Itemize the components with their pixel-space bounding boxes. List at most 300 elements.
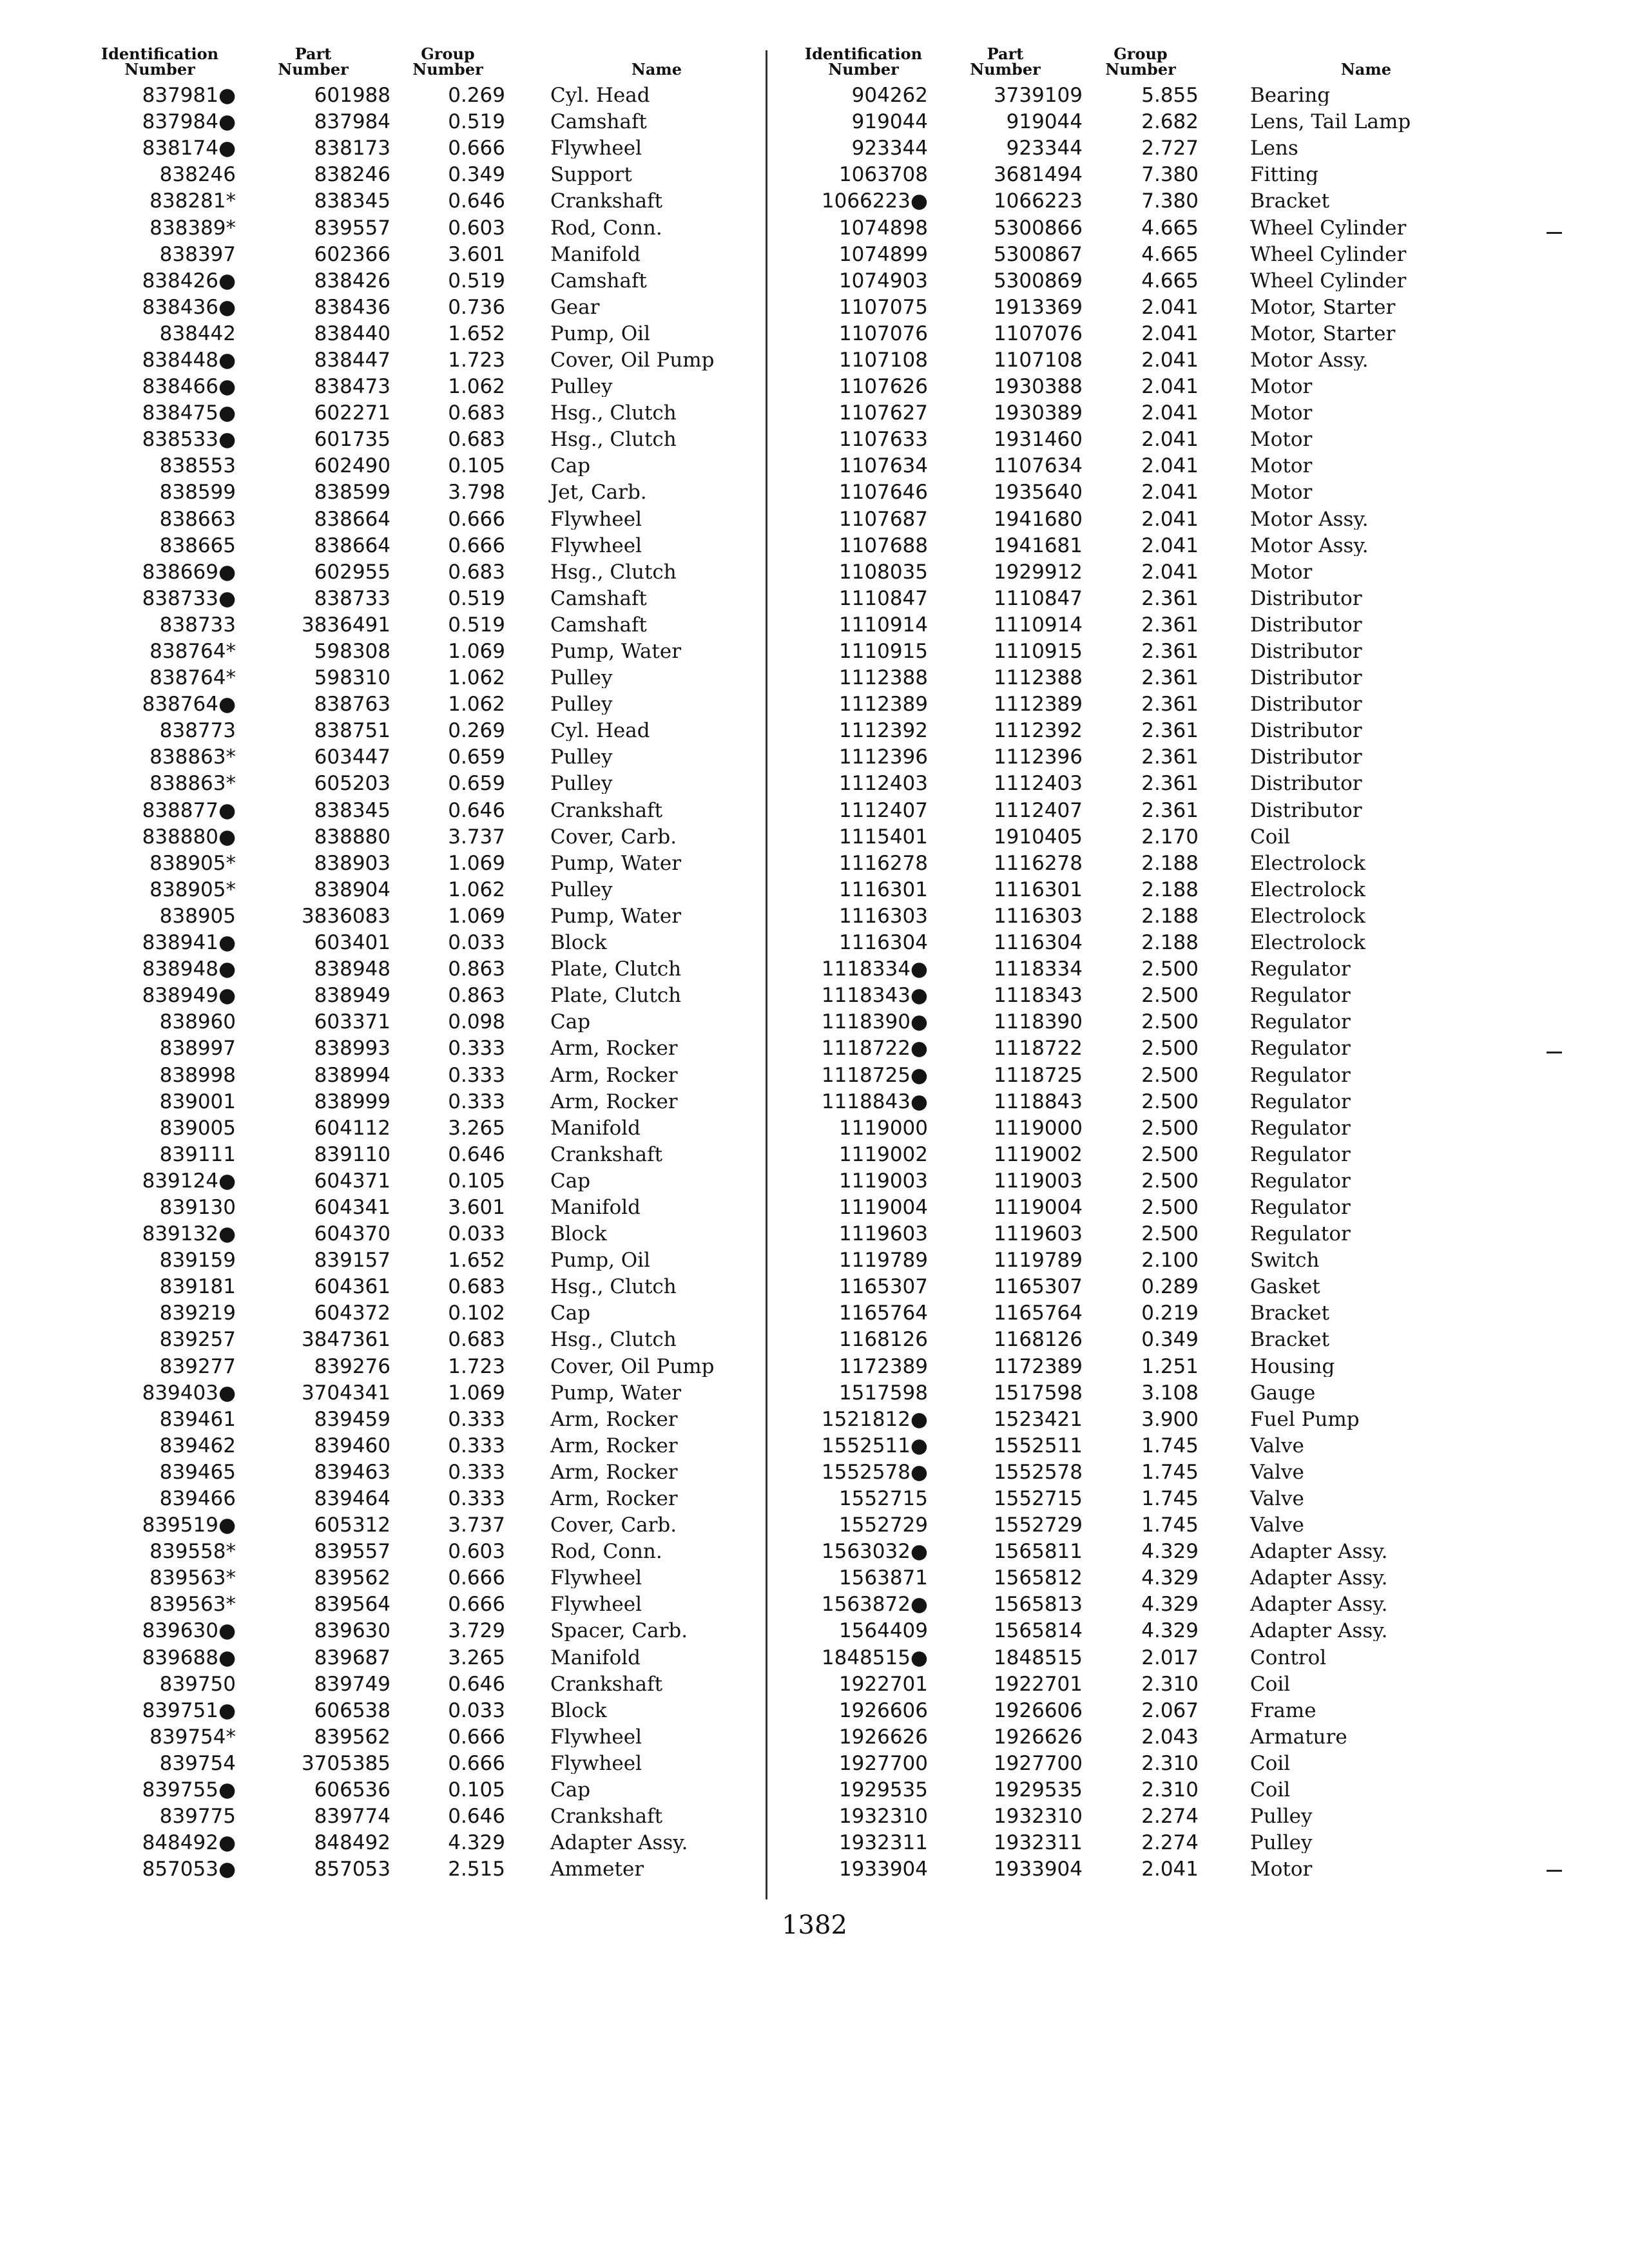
table-row (84, 321, 763, 347)
table-row (799, 294, 1482, 321)
part-number: 838436 (314, 297, 390, 318)
part-number: 1848515 (993, 1648, 1083, 1668)
table-row (84, 1009, 763, 1035)
table-row (84, 1247, 763, 1274)
part-name: Crankshaft (550, 1144, 663, 1165)
group-number: 4.329 (1141, 1595, 1199, 1615)
table-row (84, 533, 763, 559)
part-number: 1107108 (993, 350, 1083, 370)
group-number: 2.188 (1141, 933, 1199, 954)
identification-number: 837984● (142, 112, 236, 133)
part-name: Pulley (550, 695, 613, 715)
part-number: 1922701 (993, 1674, 1083, 1695)
part-name: Valve (1250, 1489, 1304, 1510)
table-row (84, 903, 763, 930)
group-number: 0.519 (448, 615, 505, 635)
part-name: Motor Assy. (1250, 535, 1369, 556)
identification-number: 839159 (159, 1251, 236, 1271)
right-parts-list (799, 82, 1482, 1883)
table-row (84, 1380, 763, 1407)
part-name: Motor (1250, 377, 1313, 398)
table-row (799, 1751, 1482, 1777)
part-name: Distributor (1250, 588, 1362, 609)
identification-number: 1848515● (821, 1648, 928, 1668)
part-number: 1116303 (993, 906, 1083, 927)
table-row (799, 1115, 1482, 1142)
group-number: 2.361 (1141, 695, 1199, 715)
identification-number: 1932310 (838, 1807, 928, 1827)
identification-number: 838174● (142, 139, 236, 159)
part-number: 1118843 (993, 1091, 1083, 1112)
part-number: 604371 (314, 1171, 390, 1191)
part-number: 1116301 (993, 879, 1083, 900)
part-name: Wheel Cylinder (1250, 244, 1407, 265)
table-row (799, 1830, 1482, 1856)
part-number: 604112 (314, 1118, 390, 1139)
part-number: 838999 (314, 1091, 390, 1112)
part-number: 3836491 (301, 615, 390, 635)
group-number: 1.723 (448, 1356, 505, 1377)
identification-number: 1118390● (821, 1012, 928, 1033)
identification-number: 838997 (159, 1039, 236, 1059)
part-name: Fitting (1250, 165, 1319, 186)
identification-number: 838880● (142, 827, 236, 847)
part-number: 602271 (314, 403, 390, 424)
identification-number: 839563* (149, 1568, 236, 1589)
table-row (799, 1777, 1482, 1803)
group-number: 0.333 (448, 1436, 505, 1456)
table-row (799, 718, 1482, 744)
part-name: Flywheel (550, 139, 642, 159)
group-number: 2.361 (1141, 642, 1199, 662)
group-number: 7.380 (1141, 191, 1199, 212)
part-number: 838949 (314, 986, 390, 1006)
identification-number: 857053● (142, 1860, 236, 1880)
identification-number: 838448● (142, 350, 236, 370)
identification-number: 1932311 (838, 1833, 928, 1854)
table-row (84, 1591, 763, 1618)
identification-number: 1110847 (838, 588, 928, 609)
group-number: 0.659 (448, 774, 505, 794)
table-row (84, 956, 763, 983)
identification-number: 1074898 (838, 218, 928, 238)
group-number: 0.646 (448, 191, 505, 212)
part-number: 857053 (314, 1860, 390, 1880)
table-row (799, 1195, 1482, 1221)
table-row (84, 639, 763, 665)
group-number: 0.646 (448, 1144, 505, 1165)
table-row (799, 1645, 1482, 1671)
part-number: 839774 (314, 1807, 390, 1827)
table-row (84, 347, 763, 374)
identification-number: 1165307 (838, 1277, 928, 1298)
table-row (799, 533, 1482, 559)
group-number: 2.500 (1141, 1065, 1199, 1086)
part-number: 1933904 (993, 1860, 1083, 1880)
part-number: 598308 (314, 642, 390, 662)
header-name: Name (1340, 60, 1392, 79)
identification-number: 838436● (142, 297, 236, 318)
part-name: Manifold (550, 244, 641, 265)
identification-number: 838764● (142, 695, 236, 715)
part-name: Crankshaft (550, 800, 663, 821)
part-number: 839276 (314, 1356, 390, 1377)
table-row (84, 1512, 763, 1539)
identification-number: 839219 (159, 1303, 236, 1324)
table-row (799, 903, 1482, 930)
part-number: 1118390 (993, 1012, 1083, 1033)
part-name: Regulator (1250, 1039, 1351, 1059)
table-row (84, 135, 763, 162)
part-number: 838904 (314, 879, 390, 900)
part-name: Pulley (1250, 1833, 1313, 1854)
table-row (799, 983, 1482, 1009)
group-number: 2.188 (1141, 853, 1199, 874)
table-row (799, 1089, 1482, 1115)
part-number: 838345 (314, 191, 390, 212)
part-number: 598310 (314, 668, 390, 689)
part-name: Control (1250, 1648, 1327, 1668)
part-number: 604361 (314, 1277, 390, 1298)
table-row (799, 850, 1482, 877)
group-number: 2.515 (448, 1860, 505, 1880)
table-row (84, 1300, 763, 1327)
table-row (799, 400, 1482, 427)
part-number: 919044 (1006, 112, 1083, 133)
table-row (84, 1751, 763, 1777)
part-number: 1941680 (993, 509, 1083, 530)
group-number: 1.062 (448, 668, 505, 689)
group-number: 2.041 (1141, 403, 1199, 424)
table-row (799, 321, 1482, 347)
group-number: 0.333 (448, 1065, 505, 1086)
part-name: Adapter Assy. (1250, 1568, 1388, 1589)
part-number: 838994 (314, 1065, 390, 1086)
table-row (799, 162, 1482, 188)
table-row (799, 1274, 1482, 1300)
group-number: 0.666 (448, 1568, 505, 1589)
part-number: 1066223 (993, 191, 1083, 212)
group-number: 2.041 (1141, 483, 1199, 503)
part-name: Plate, Clutch (550, 986, 682, 1006)
part-name: Cover, Carb. (550, 827, 677, 847)
group-number: 0.349 (448, 165, 505, 186)
group-number: 0.102 (448, 1303, 505, 1324)
table-row (799, 215, 1482, 241)
part-name: Wheel Cylinder (1250, 271, 1407, 291)
group-number: 0.519 (448, 588, 505, 609)
group-number: 2.500 (1141, 1144, 1199, 1165)
table-row (799, 1803, 1482, 1830)
identification-number: 838764* (149, 668, 236, 689)
identification-number: 1927700 (838, 1753, 928, 1774)
table-row (799, 1168, 1482, 1195)
part-name: Valve (1250, 1462, 1304, 1483)
group-number: 2.041 (1141, 509, 1199, 530)
table-row (84, 427, 763, 453)
group-number: 3.601 (448, 244, 505, 265)
table-row (84, 162, 763, 188)
part-name: Regulator (1250, 1091, 1351, 1112)
group-number: 2.041 (1141, 377, 1199, 398)
table-row (799, 1035, 1482, 1062)
table-row (799, 744, 1482, 771)
part-number: 838880 (314, 827, 390, 847)
identification-number: 838281* (149, 191, 236, 212)
part-name: Distributor (1250, 774, 1362, 794)
part-number: 838763 (314, 695, 390, 715)
part-name: Pulley (1250, 1807, 1313, 1827)
margin-mark (1547, 232, 1562, 234)
part-name: Bracket (1250, 1330, 1330, 1350)
group-number: 0.033 (448, 1700, 505, 1721)
group-number: 0.105 (448, 1780, 505, 1801)
part-number: 1926606 (993, 1700, 1083, 1721)
group-number: 1.745 (1141, 1489, 1199, 1510)
identification-number: 838998 (159, 1065, 236, 1086)
part-name: Arm, Rocker (550, 1039, 678, 1059)
group-number: 0.033 (448, 1224, 505, 1245)
group-number: 2.361 (1141, 774, 1199, 794)
part-number: 839459 (314, 1409, 390, 1430)
table-row (799, 1486, 1482, 1512)
identification-number: 1517598 (838, 1383, 928, 1403)
table-row (799, 479, 1482, 506)
part-number: 1119002 (993, 1144, 1083, 1165)
group-number: 0.666 (448, 1595, 505, 1615)
table-row (84, 586, 763, 612)
part-number: 1119003 (993, 1171, 1083, 1191)
part-name: Distributor (1250, 668, 1362, 689)
part-number: 1118725 (993, 1065, 1083, 1086)
part-name: Motor (1250, 403, 1313, 424)
table-row (799, 639, 1482, 665)
part-number: 1118334 (993, 959, 1083, 980)
table-row (84, 559, 763, 586)
part-number: 603401 (314, 933, 390, 954)
part-number: 838246 (314, 165, 390, 186)
identification-number: 838466● (142, 377, 236, 398)
identification-number: 1107075 (838, 297, 928, 318)
part-name: Motor (1250, 456, 1313, 477)
part-number: 5300866 (993, 218, 1083, 238)
part-number: 603447 (314, 747, 390, 768)
group-number: 3.601 (448, 1197, 505, 1218)
part-name: Gasket (1250, 1277, 1320, 1298)
part-name: Gauge (1250, 1383, 1316, 1403)
group-number: 1.062 (448, 879, 505, 900)
part-name: Pump, Water (550, 642, 682, 662)
part-number: 1112403 (993, 774, 1083, 794)
identification-number: 919044 (851, 112, 928, 133)
part-number: 1119789 (993, 1251, 1083, 1271)
identification-number: 1110915 (838, 642, 928, 662)
identification-number: 839755● (142, 1780, 236, 1801)
identification-number: 1107076 (838, 323, 928, 344)
part-name: Motor Assy. (1250, 350, 1369, 370)
group-number: 3.900 (1141, 1409, 1199, 1430)
table-row (84, 665, 763, 691)
part-name: Regulator (1250, 1171, 1351, 1191)
identification-number: 1112392 (838, 721, 928, 742)
part-name: Pump, Oil (550, 1251, 651, 1271)
group-number: 4.329 (448, 1833, 505, 1854)
table-row (799, 347, 1482, 374)
identification-number: 1172389 (838, 1356, 928, 1377)
table-row (84, 1856, 763, 1883)
identification-number: 1074899 (838, 244, 928, 265)
group-number: 0.666 (448, 1727, 505, 1747)
group-number: 4.665 (1141, 244, 1199, 265)
identification-number: 839558* (149, 1542, 236, 1562)
identification-number: 1108035 (838, 562, 928, 582)
part-name: Cover, Oil Pump (550, 1356, 715, 1377)
identification-number: 1933904 (838, 1860, 928, 1880)
identification-number: 839462 (159, 1436, 236, 1456)
part-name: Motor Assy. (1250, 509, 1369, 530)
part-number: 838599 (314, 483, 390, 503)
group-number: 2.500 (1141, 1012, 1199, 1033)
group-number: 2.041 (1141, 535, 1199, 556)
table-row (84, 1803, 763, 1830)
part-name: Support (550, 165, 632, 186)
identification-number: 1563871 (838, 1568, 928, 1589)
identification-number: 839257 (159, 1330, 236, 1350)
identification-number: 1063708 (838, 165, 928, 186)
column-divider (766, 50, 767, 1899)
group-number: 0.683 (448, 403, 505, 424)
identification-number: 1168126 (838, 1330, 928, 1350)
part-number: 601735 (314, 430, 390, 450)
identification-number: 1112388 (838, 668, 928, 689)
identification-number: 1563872● (821, 1595, 928, 1615)
part-name: Arm, Rocker (550, 1436, 678, 1456)
part-name: Distributor (1250, 800, 1362, 821)
header-group-number: Group Number (1105, 44, 1176, 79)
identification-number: 1107633 (838, 430, 928, 450)
part-name: Arm, Rocker (550, 1462, 678, 1483)
part-number: 838664 (314, 535, 390, 556)
group-number: 2.361 (1141, 747, 1199, 768)
page-number: 1382 (782, 1910, 847, 1940)
part-name: Pump, Water (550, 853, 682, 874)
table-row (799, 1380, 1482, 1407)
group-number: 4.329 (1141, 1621, 1199, 1642)
part-number: 839562 (314, 1727, 390, 1747)
part-name: Motor (1250, 483, 1313, 503)
table-row (799, 1062, 1482, 1088)
group-number: 0.736 (448, 297, 505, 318)
part-number: 1110847 (993, 588, 1083, 609)
part-number: 3836083 (301, 906, 390, 927)
group-number: 2.500 (1141, 1118, 1199, 1139)
header-name: Name (631, 60, 682, 79)
part-name: Camshaft (550, 615, 647, 635)
identification-number: 1107646 (838, 483, 928, 503)
part-name: Crankshaft (550, 1674, 663, 1695)
part-name: Camshaft (550, 112, 647, 133)
part-number: 1941681 (993, 535, 1083, 556)
margin-mark (1547, 1052, 1562, 1053)
group-number: 4.329 (1141, 1568, 1199, 1589)
right-parts-column (799, 37, 1482, 1883)
table-row (799, 268, 1482, 294)
part-name: Arm, Rocker (550, 1065, 678, 1086)
identification-number: 923344 (851, 139, 928, 159)
part-number: 601988 (314, 86, 390, 106)
part-name: Bearing (1250, 86, 1331, 106)
identification-number: 838949● (142, 986, 236, 1006)
part-name: Block (550, 1700, 607, 1721)
identification-number: 838669● (142, 562, 236, 582)
table-row (84, 506, 763, 533)
identification-number: 1118343● (821, 986, 928, 1006)
part-name: Crankshaft (550, 1807, 663, 1827)
part-name: Electrolock (1250, 853, 1365, 874)
table-row (799, 188, 1482, 215)
identification-number: 838948● (142, 959, 236, 980)
identification-number: 839005 (159, 1118, 236, 1139)
identification-number: 838877● (142, 800, 236, 821)
group-number: 0.603 (448, 218, 505, 238)
identification-number: 838905* (149, 853, 236, 874)
part-name: Camshaft (550, 271, 647, 291)
identification-number: 838941● (142, 933, 236, 954)
part-name: Cap (550, 1780, 591, 1801)
part-number: 839110 (314, 1144, 390, 1165)
part-number: 839463 (314, 1462, 390, 1483)
part-name: Flywheel (550, 535, 642, 556)
part-number: 1927700 (993, 1753, 1083, 1774)
group-number: 0.666 (448, 139, 505, 159)
part-number: 838173 (314, 139, 390, 159)
group-number: 0.666 (448, 1753, 505, 1774)
table-row (84, 1142, 763, 1168)
group-number: 2.361 (1141, 588, 1199, 609)
table-row (84, 1724, 763, 1751)
group-number: 0.646 (448, 1674, 505, 1695)
part-name: Distributor (1250, 721, 1362, 742)
part-name: Hsg., Clutch (550, 1277, 677, 1298)
identification-number: 838764* (149, 642, 236, 662)
group-number: 2.500 (1141, 1171, 1199, 1191)
part-name: Regulator (1250, 986, 1351, 1006)
identification-number: 839563* (149, 1595, 236, 1615)
identification-number: 1115401 (838, 827, 928, 847)
part-number: 1116304 (993, 933, 1083, 954)
table-row (799, 1247, 1482, 1274)
part-number: 839749 (314, 1674, 390, 1695)
group-number: 2.361 (1141, 721, 1199, 742)
identification-number: 1926606 (838, 1700, 928, 1721)
table-row (799, 1433, 1482, 1459)
table-row (84, 294, 763, 321)
part-name: Coil (1250, 1674, 1291, 1695)
table-row (84, 1327, 763, 1353)
part-name: Flywheel (550, 1753, 642, 1774)
group-number: 2.041 (1141, 456, 1199, 477)
part-name: Regulator (1250, 1144, 1351, 1165)
part-name: Cover, Carb. (550, 1515, 677, 1536)
part-name: Pulley (550, 377, 613, 398)
header-identification-number: Identification Number (101, 44, 219, 79)
group-number: 1.062 (448, 695, 505, 715)
group-number: 0.519 (448, 271, 505, 291)
part-name: Cap (550, 1303, 591, 1324)
part-name: Distributor (1250, 695, 1362, 715)
part-number: 838903 (314, 853, 390, 874)
header-part-number: Part Number (278, 44, 349, 79)
